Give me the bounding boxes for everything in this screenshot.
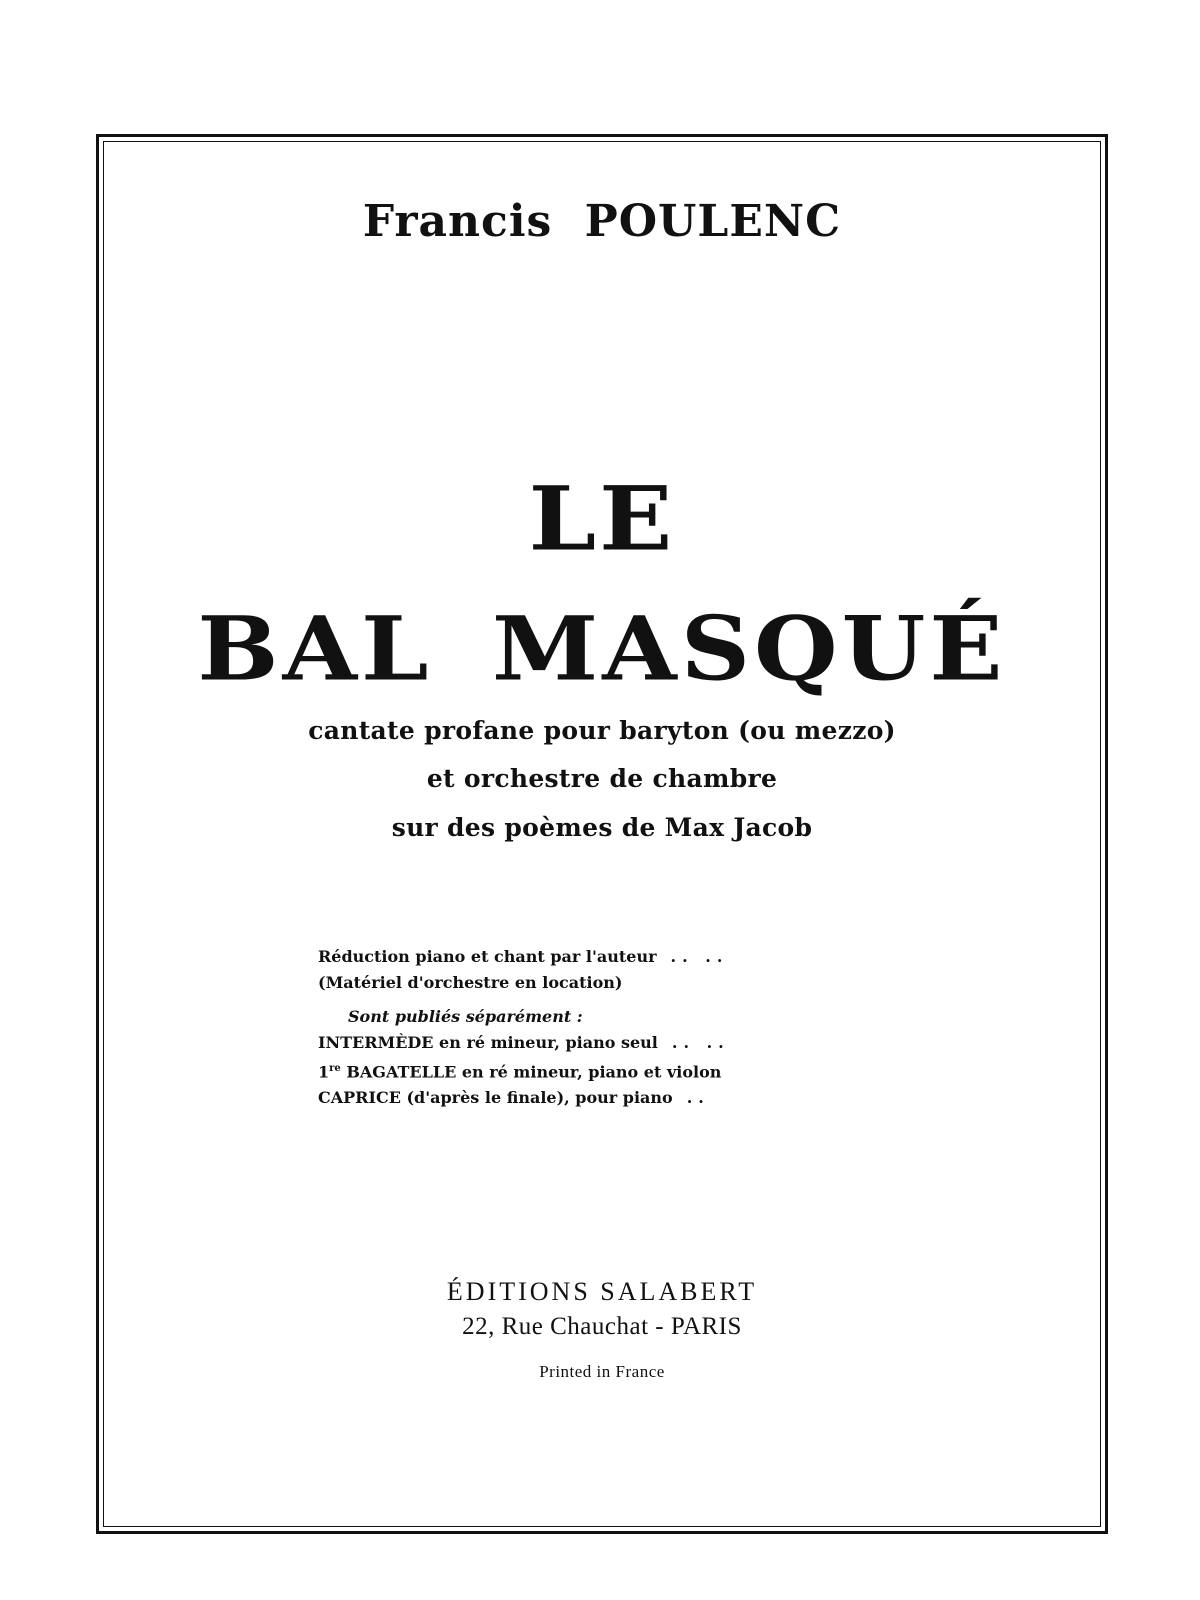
title-line-1: LE [528,466,676,571]
publisher-name: ÉDITIONS SALABERT [446,1277,758,1306]
bagatelle-line [318,1056,858,1085]
subtitle-line-3: sur des poèmes de Max Jacob [391,813,813,842]
caprice-text: CAPRICE (d'après le finale), pour piano [318,1088,673,1108]
subtitle-line-1: cantate profane pour baryton (ou mezzo) [308,716,896,745]
reduction-dots: .. .. [670,947,729,966]
title-line-2: BAL MASQUÉ [197,596,1007,701]
separately-heading: Sont publiés séparément : [348,1007,583,1026]
printed-in: Printed in France [539,1362,665,1381]
bagatelle-number: 1 [318,1062,330,1082]
bagatelle-superscript: re [329,1063,341,1074]
intermede-line [318,1030,858,1056]
reduction-text: Réduction piano et chant par l'auteur [318,947,657,966]
editions-list [318,944,858,1111]
caprice-dots: .. [686,1088,710,1108]
materiel-line: (Matériel d'orchestre en location) [318,973,623,992]
intermede-dots: .. .. [671,1033,730,1052]
bagatelle-text: BAGATELLE en ré mineur, piano et violon [346,1062,722,1082]
reduction-line [318,944,858,970]
caprice-line [318,1085,858,1111]
publisher-address: 22, Rue Chauchat - PARIS [462,1313,742,1340]
intermede-text: INTERMÈDE en ré mineur, piano seul [318,1033,658,1052]
composer-name: Francis POULENC [362,196,842,247]
subtitle-line-2: et orchestre de chambre [426,764,778,793]
